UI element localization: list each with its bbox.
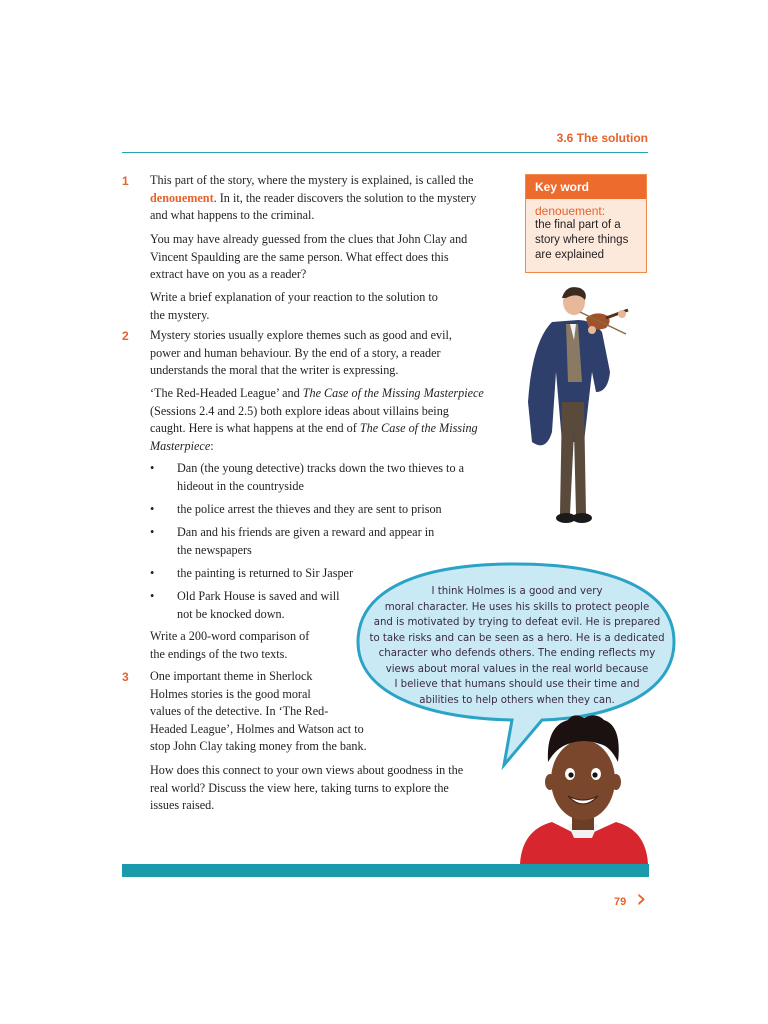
bubble-line: to take risks and can be seen as a hero. He is a dedicated xyxy=(369,632,665,644)
detective-violin-illustration xyxy=(522,282,634,534)
text-line: Old Park House is saved and will xyxy=(177,589,340,603)
text-span: caught. Here is what happens at the end of xyxy=(150,421,360,435)
text-line: understands the moral that the writer is expressing. xyxy=(150,363,399,377)
q1-text: . In it, the reader discovers the solution to the mystery xyxy=(213,190,477,205)
book-title: Masterpiece xyxy=(150,438,211,453)
text-line: real world? Discuss the view here, taking turns to explore the xyxy=(150,780,449,795)
q2-paragraph-2 xyxy=(150,385,484,455)
definition-line: the final part of a xyxy=(535,219,621,231)
q1-text: This part of the story, where the mystery is explained, is called the xyxy=(150,173,474,187)
text-line: Dan and his friends are given a reward and appear in xyxy=(177,525,435,539)
question-number: 2 xyxy=(122,329,129,343)
text-line: the endings of the two texts. xyxy=(150,646,288,661)
bullet-symbol: • xyxy=(150,502,155,516)
next-page-arrow-icon[interactable]: › xyxy=(636,884,647,914)
definition-line: story where things xyxy=(535,234,629,246)
text-line: Mystery stories usually explore themes such as good and evil, xyxy=(150,328,452,342)
book-title: The Case of the Missing xyxy=(359,421,478,435)
q1-text: and what happens to the criminal. xyxy=(150,208,315,222)
q2-paragraph-1 xyxy=(150,327,452,380)
bullet-symbol: • xyxy=(150,566,155,580)
page-number: 79 xyxy=(614,896,627,908)
text-span: : xyxy=(210,438,214,453)
bubble-line: views about moral values in the real world because xyxy=(385,663,649,675)
text-line: Holmes stories is the good moral xyxy=(150,686,311,701)
text-line: not be knocked down. xyxy=(177,606,285,621)
key-word-term: denouement: xyxy=(535,204,606,218)
text-span: ‘The Red-Headed League’ and xyxy=(150,386,303,400)
text-line: Vincent Spaulding are the same person. What effect does this xyxy=(150,249,449,264)
text-line: How does this connect to your own views about goodness in the xyxy=(150,763,464,777)
text-line: power and human behaviour. By the end of a story, a reader xyxy=(150,345,441,360)
key-word-definition xyxy=(526,218,646,263)
bubble-line: character who defends others. The ending reflects my xyxy=(378,648,656,659)
text-line: hideout in the countryside xyxy=(177,478,304,493)
bullet-symbol: • xyxy=(150,461,155,475)
q1-paragraph-2 xyxy=(150,231,467,284)
text-line: the newspapers xyxy=(177,542,252,557)
text-line: Write a brief explanation of your reaction to the solution to xyxy=(150,290,438,304)
key-word-box xyxy=(525,174,647,273)
speech-bubble-text xyxy=(365,584,669,708)
text-line: the painting is returned to Sir Jasper xyxy=(177,566,354,580)
q3-paragraph-1 xyxy=(150,668,367,756)
question-number: 3 xyxy=(122,670,129,684)
q2-paragraph-3 xyxy=(150,628,309,663)
text-line: the police arrest the thieves and they are sent to prison xyxy=(177,502,442,516)
question-number: 1 xyxy=(122,174,129,188)
q3-paragraph-2 xyxy=(150,762,463,815)
bubble-line: and is motivated by trying to defeat evil. He is prepared xyxy=(373,617,661,628)
text-line: Dan (the young detective) tracks down the two thieves to a xyxy=(177,461,464,475)
bullet-symbol: • xyxy=(150,525,155,539)
text-line: extract have on you as a reader? xyxy=(150,267,307,281)
text-line: the mystery. xyxy=(150,307,210,322)
text-line: (Sessions 2.4 and 2.5) both explore ideas about villains being xyxy=(150,403,449,418)
text-line: values of the detective. In ‘The Red- xyxy=(150,704,329,718)
text-line: issues raised. xyxy=(150,798,215,812)
book-title: The Case of the Missing Masterpiece xyxy=(302,386,484,400)
bubble-line: I think Holmes is a good and very xyxy=(431,586,603,597)
q1-paragraph-1 xyxy=(150,172,510,225)
section-title: 3.6 The solution xyxy=(556,131,648,145)
header-rule xyxy=(122,152,648,153)
student-boy-illustration xyxy=(512,712,654,864)
text-line: stop John Clay taking money from the bank. xyxy=(150,739,367,753)
text-line: One important theme in Sherlock xyxy=(150,669,313,683)
bubble-line: I believe that humans should use their time and xyxy=(394,679,640,690)
key-word-heading: Key word xyxy=(526,175,646,199)
bubble-line: moral character. He uses his skills to protect people xyxy=(384,601,650,613)
key-term: denouement xyxy=(150,190,214,205)
text-line: Write a 200-word comparison of xyxy=(150,629,310,643)
definition-line: are explained xyxy=(535,249,605,261)
text-line: You may have already guessed from the clues that John Clay and xyxy=(150,232,468,246)
bullet-symbol: • xyxy=(150,589,155,603)
text-line: Headed League’, Holmes and Watson act to xyxy=(150,721,364,736)
footer-bar xyxy=(122,864,649,877)
bubble-line: abilities to help others when they can. xyxy=(419,694,615,706)
q1-paragraph-3 xyxy=(150,289,438,324)
